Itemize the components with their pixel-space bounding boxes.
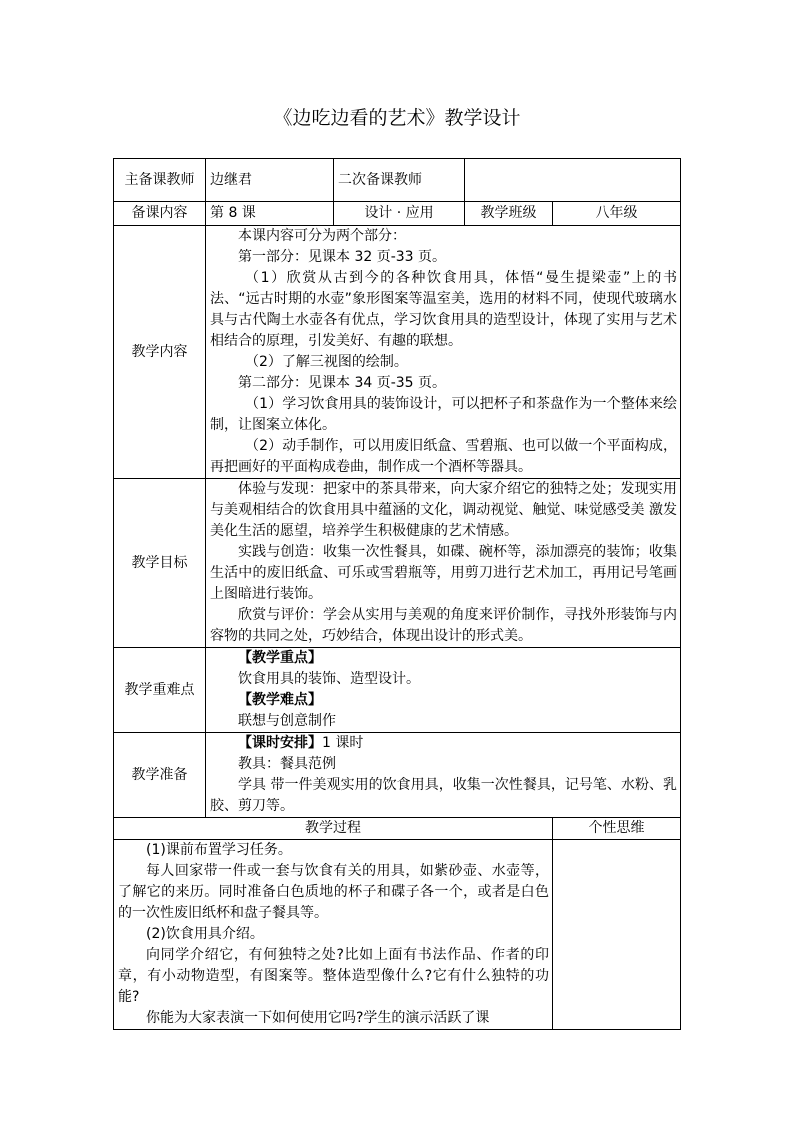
difficulty-text: 联想与创意制作 <box>238 713 336 729</box>
lead-teacher-label: 主备课教师 <box>114 159 206 202</box>
lead-teacher-name: 边继君 <box>206 159 334 202</box>
teacher-tools: 教具：餐具范例 <box>238 756 336 772</box>
grade-value: 八年级 <box>553 202 681 226</box>
preparation-body <box>206 733 681 818</box>
student-tools: 学具 带一件美观实用的饮食用具，收集一次性餐具，记号笔、水粉、乳胶、剪刀等。 <box>210 777 677 814</box>
objective-paragraph: 体验与发现：把家中的茶具带来，向大家介绍它的独特之处；发现实用与美观相结合的饮食用具中蕴涵的文化，调动视觉、触觉、味觉感受美 激发美化生活的愿望，培养学生积极健康的艺术情感。 <box>210 481 677 539</box>
row-content <box>114 226 681 479</box>
schedule-line <box>210 733 677 754</box>
focus-text: 饮食用具的装饰、造型设计。 <box>238 671 420 687</box>
row-teachers <box>114 159 681 202</box>
objective-paragraph: 欣赏与评价：学会从实用与美观的角度来评价制作，寻找外形装饰与内容物的共同之处，巧妙结合，体现出设计的形式美。 <box>210 607 677 644</box>
process-heading: 教学过程 <box>114 818 553 840</box>
row-process-body <box>114 840 681 1030</box>
objectives-body <box>206 479 681 648</box>
personal-thinking-cell <box>553 840 681 1030</box>
content-line: （1）学习饮食用具的装饰设计，可以把杯子和茶盘作为一个整体来绘制，让图案立体化。 <box>210 396 677 433</box>
content-line: 第一部分：见课本 32 页-33 页。 <box>238 249 447 265</box>
content-line: （2）动手制作，可以用废旧纸盒、雪碧瓶、也可以做一个平面构成，再把画好的平面构成卷曲，制作成一个酒杯等器具。 <box>210 438 677 475</box>
row-keypoints <box>114 648 681 733</box>
row-process-header <box>114 818 681 840</box>
difficulty-heading: 【教学难点】 <box>238 692 322 708</box>
process-body <box>114 840 553 1030</box>
process-paragraph: 你能为大家表演一下如何使用它吗?学生的演示活跃了课 <box>146 1010 490 1026</box>
schedule-heading: 【课时安排】 <box>238 735 322 751</box>
keypoints-body <box>206 648 681 733</box>
objective-paragraph: 实践与创造：收集一次性餐具，如碟、碗杯等，添加漂亮的装饰；收集生活中的废旧纸盒、可乐或雪碧瓶等，用剪刀进行艺术加工，再用记号笔画上图暗进行装饰。 <box>210 544 677 602</box>
row-info <box>114 202 681 226</box>
lesson-plan-table <box>113 158 681 1030</box>
second-teacher-name <box>465 159 681 202</box>
content-label: 备课内容 <box>114 202 206 226</box>
keypoints-label: 教学重难点 <box>114 648 206 733</box>
teaching-content-body <box>206 226 681 479</box>
teaching-content-label: 教学内容 <box>114 226 206 479</box>
content-line: （1）欣赏从古到今的各种饮食用具，体悟“曼生提梁壶”上的书法、“远古时期的水壶”象形图案等温室美，选用的材料不同，使现代玻璃水具与古代陶土水壶各有优点，学习饮食用具的造型设计，体现了实用与艺术相结合的原理，引发美好、有趣的联想。 <box>210 270 677 349</box>
preparation-label: 教学准备 <box>114 733 206 818</box>
row-preparation <box>114 733 681 818</box>
document-title: 《边吃边看的艺术》教学设计 <box>273 107 521 129</box>
process-paragraph: (2)饮食用具介绍。 <box>146 926 264 942</box>
class-label: 教学班级 <box>465 202 553 226</box>
schedule-value: 1 课时 <box>322 735 364 751</box>
lesson-field: 设计 · 应用 <box>334 202 465 226</box>
process-paragraph: 每人回家带一件或一套与饮食有关的用具，如紫砂壶、水壶等，了解它的来历。同时准备白色质地的杯子和碟子各一个，或者是白色的一次性废旧纸杯和盘子餐具等。 <box>118 863 549 921</box>
process-paragraph: (1)课前布置学习任务。 <box>146 842 292 858</box>
second-teacher-label: 二次备课教师 <box>334 159 465 202</box>
row-objectives <box>114 479 681 648</box>
focus-heading: 【教学重点】 <box>238 650 322 666</box>
objectives-label: 教学目标 <box>114 479 206 648</box>
lesson-number: 第 8 课 <box>206 202 334 226</box>
personal-thinking-heading: 个性思维 <box>553 818 681 840</box>
content-line: （2）了解三视图的绘制。 <box>245 354 408 370</box>
content-line: 本课内容可分为两个部分： <box>238 228 406 244</box>
content-line: 第二部分：见课本 34 页-35 页。 <box>238 375 447 391</box>
process-paragraph: 向同学介绍它，有何独特之处?比如上面有书法作品、作者的印章，有小动物造型，有图案等。整体造型像什么?它有什么独特的功能? <box>118 947 549 1005</box>
